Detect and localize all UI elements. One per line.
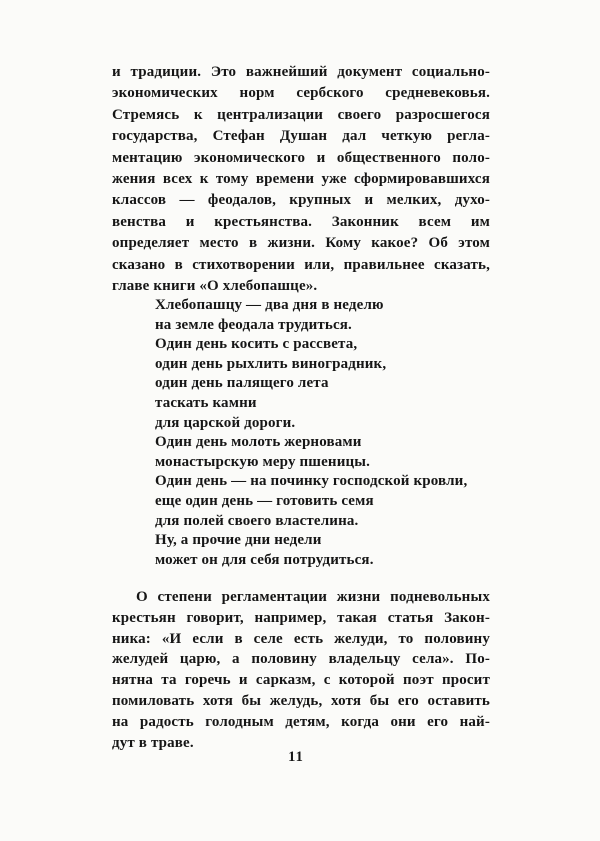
poem-line: один день палящего лета <box>155 375 329 392</box>
paragraph-line: определяет место в жизни. Кому какое? Об этом <box>112 235 490 252</box>
paragraph-line: ника: «И если в селе есть желуди, то половину <box>112 630 490 647</box>
paragraph-line: О степени регламентации жизни подневольных <box>136 589 490 605</box>
paragraph-line: желудей царю, а половину владельцу села». По- <box>112 651 490 668</box>
paragraph-line: дут в траве. <box>112 734 194 751</box>
paragraph-line: помиловать хотя бы желудь, хотя бы его оставить <box>112 692 490 709</box>
paragraph-line: и традиции. Это важнейший документ социально- <box>112 64 490 80</box>
poem-line: таскать камни <box>155 394 257 411</box>
poem-line: Ну, а прочие дни недели <box>155 532 322 549</box>
paragraph-opening <box>112 62 490 297</box>
poem-line: Хлебопашцу — два дня в неделю <box>155 297 384 313</box>
poem-line: один день рыхлить виноградник, <box>155 355 387 372</box>
poem-line: Один день — на починку господской кровли, <box>155 473 468 490</box>
poem-line: еще один день — готовить семя <box>155 492 374 509</box>
poem-line: может он для себя потрудиться. <box>155 551 374 568</box>
paragraph-line: жения всех к тому времени уже сформировавшихся <box>112 171 490 188</box>
poem-block <box>155 296 495 570</box>
paragraph-line: сказано в стихотворении или, правильнее сказать, <box>112 256 490 273</box>
paragraph-line: на радость голодным детям, когда они его най- <box>112 713 490 730</box>
paragraph-line: главе книги «О хлебопашце». <box>112 278 318 295</box>
poem-line: Один день косить с рассвета, <box>155 336 358 353</box>
poem-line: монастырскую меру пшеницы. <box>155 453 371 470</box>
poem-line: для полей своего властелина. <box>155 512 359 529</box>
paragraph-line: нятна та горечь и сарказм, с которой поэт просит <box>112 672 490 689</box>
page-number: 11 <box>288 749 304 765</box>
paragraph-line: ментацию экономического и общественного поло- <box>112 149 490 166</box>
poem-line: Один день молоть жерновами <box>155 434 362 451</box>
paragraph-line: государства, Стефан Душан дал четкую регла- <box>112 128 490 145</box>
poem-line: на земле феодала трудиться. <box>155 316 352 333</box>
paragraph-line: классов — феодалов, крупных и мелких, духо- <box>112 192 490 209</box>
paragraph-line: крестьян говорит, например, такая статья Закон- <box>112 609 490 626</box>
poem-line: для царской дороги. <box>155 414 296 431</box>
paragraph-line: Стремясь к централизации своего разросшегося <box>112 106 490 123</box>
paragraph-line: экономических норм сербского средневековья. <box>112 85 490 102</box>
paragraph-line: венства и крестьянства. Законник всем им <box>112 213 490 230</box>
paragraph-closing <box>112 587 490 753</box>
